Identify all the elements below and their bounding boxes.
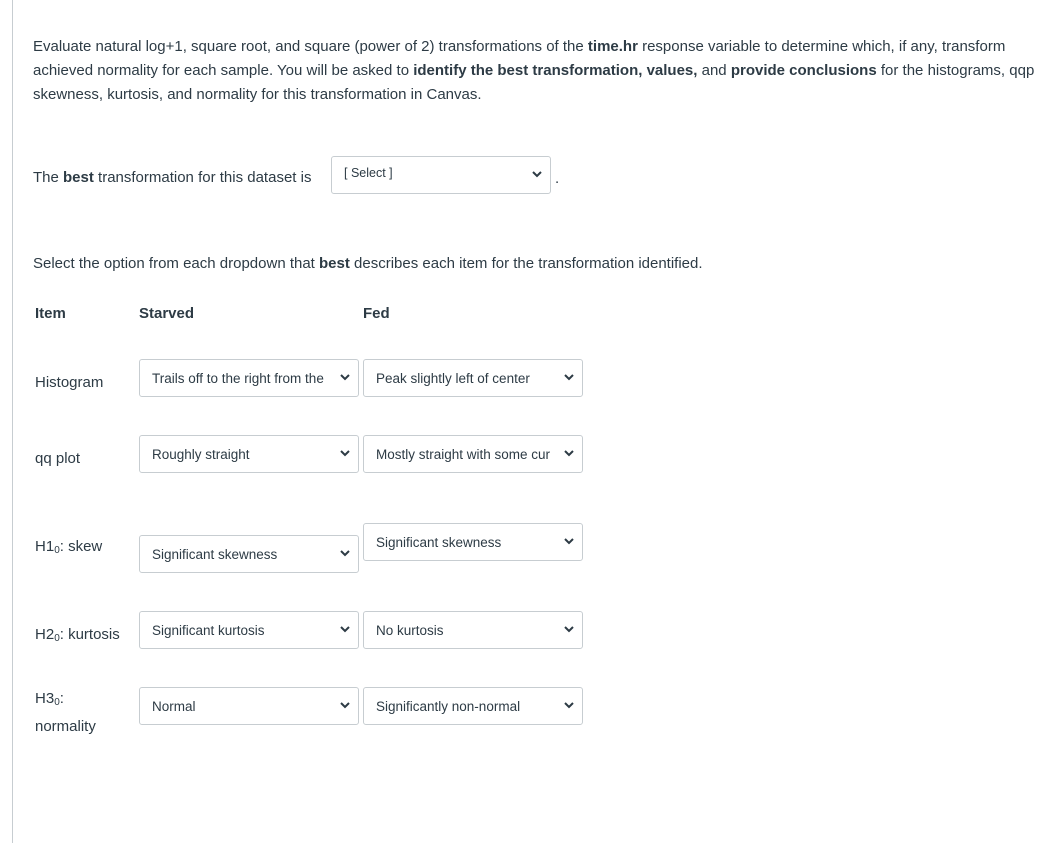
row-label-normality (35, 687, 135, 739)
chevron-down-icon (564, 448, 574, 458)
label-text: The (33, 169, 64, 186)
select-value: No kurtosis (376, 622, 444, 638)
histogram-starved-select[interactable] (139, 359, 359, 397)
intro-bold-text: identify the best transformation, values, (413, 62, 698, 79)
intro-text: and (697, 62, 731, 79)
chevron-down-icon (532, 169, 542, 179)
select-value: Significant skewness (152, 546, 278, 562)
kurtosis-fed-select[interactable] (363, 611, 583, 649)
intro-text: Evaluate natural log+1, square root, and square (power of 2) transformations of the (33, 38, 588, 55)
normality-fed-select[interactable] (363, 687, 583, 725)
label-line-2: normality (35, 718, 96, 735)
chevron-down-icon (340, 372, 350, 382)
label-rest: : kurtosis (59, 626, 120, 643)
chevron-down-icon (340, 624, 350, 634)
intro-bold-text: time.hr (587, 38, 638, 55)
skew-fed-select[interactable] (363, 523, 583, 561)
chevron-down-icon (564, 372, 574, 382)
label-main: H2 (35, 626, 55, 643)
chevron-down-icon (564, 536, 574, 546)
select-value: Normal (152, 698, 196, 714)
intro-line-1 (33, 35, 1053, 59)
column-header-fed: Fed (363, 305, 390, 322)
chevron-down-icon (564, 624, 574, 634)
select-value: Mostly straight with some cur (376, 446, 551, 462)
label-rest: : (59, 690, 64, 707)
intro-text: achieved normality for each sample. You will be asked to (33, 62, 414, 79)
qq-plot-starved-select[interactable] (139, 435, 359, 473)
label-bold-text: best (63, 169, 94, 186)
select-value: Roughly straight (152, 446, 250, 462)
chevron-down-icon (340, 700, 350, 710)
chevron-down-icon (340, 448, 350, 458)
label-subscript: 0 (54, 697, 60, 708)
instruction-text (33, 252, 703, 276)
best-transformation-prompt (33, 156, 311, 194)
row-label-histogram: Histogram (35, 374, 104, 391)
instruction-bold: best (319, 255, 350, 272)
qq-plot-fed-select[interactable] (363, 435, 583, 473)
select-value: Significant kurtosis (152, 622, 265, 638)
label-main: H1 (35, 538, 55, 555)
label-text: transformation for this dataset is (93, 169, 312, 186)
instruction-part: describes each item for the transformation identified. (349, 255, 703, 272)
select-value: Trails off to the right from the (152, 370, 324, 386)
column-header-item: Item (35, 305, 66, 322)
skew-starved-select[interactable] (139, 535, 359, 573)
label-subscript: 0 (54, 545, 60, 556)
chevron-down-icon (564, 700, 574, 710)
label-subscript: 0 (54, 633, 60, 644)
kurtosis-starved-select[interactable] (139, 611, 359, 649)
row-label-skew (35, 535, 135, 563)
select-value: [ Select ] (344, 166, 393, 180)
normality-starved-select[interactable] (139, 687, 359, 725)
intro-bold-text: provide conclusions (730, 62, 877, 79)
question-intro-text (33, 35, 1053, 107)
intro-line-2 (33, 59, 1053, 83)
column-header-starved: Starved (139, 305, 195, 322)
intro-line-3: skewness, kurtosis, and normality for this transformation in Canvas. (33, 86, 482, 103)
select-value: Significant skewness (376, 534, 502, 550)
select-value: Peak slightly left of center (376, 370, 530, 386)
best-transformation-select[interactable] (331, 156, 551, 194)
instruction-part: Select the option from each dropdown that (33, 255, 320, 272)
select-value: Significantly non-normal (376, 698, 521, 714)
chevron-down-icon (340, 548, 350, 558)
histogram-fed-select[interactable] (363, 359, 583, 397)
label-main: H3 (35, 690, 55, 707)
intro-text: for the histograms, qqp (876, 62, 1035, 79)
label-rest: : skew (59, 538, 103, 555)
left-border-rule (12, 0, 13, 843)
row-label-kurtosis (35, 623, 140, 651)
sentence-period: . (555, 170, 560, 187)
question-content (33, 0, 1053, 843)
best-transformation-label (33, 150, 311, 200)
intro-text: response variable to determine which, if any, transform (637, 38, 1006, 55)
row-label-qq-plot: qq plot (35, 450, 81, 467)
